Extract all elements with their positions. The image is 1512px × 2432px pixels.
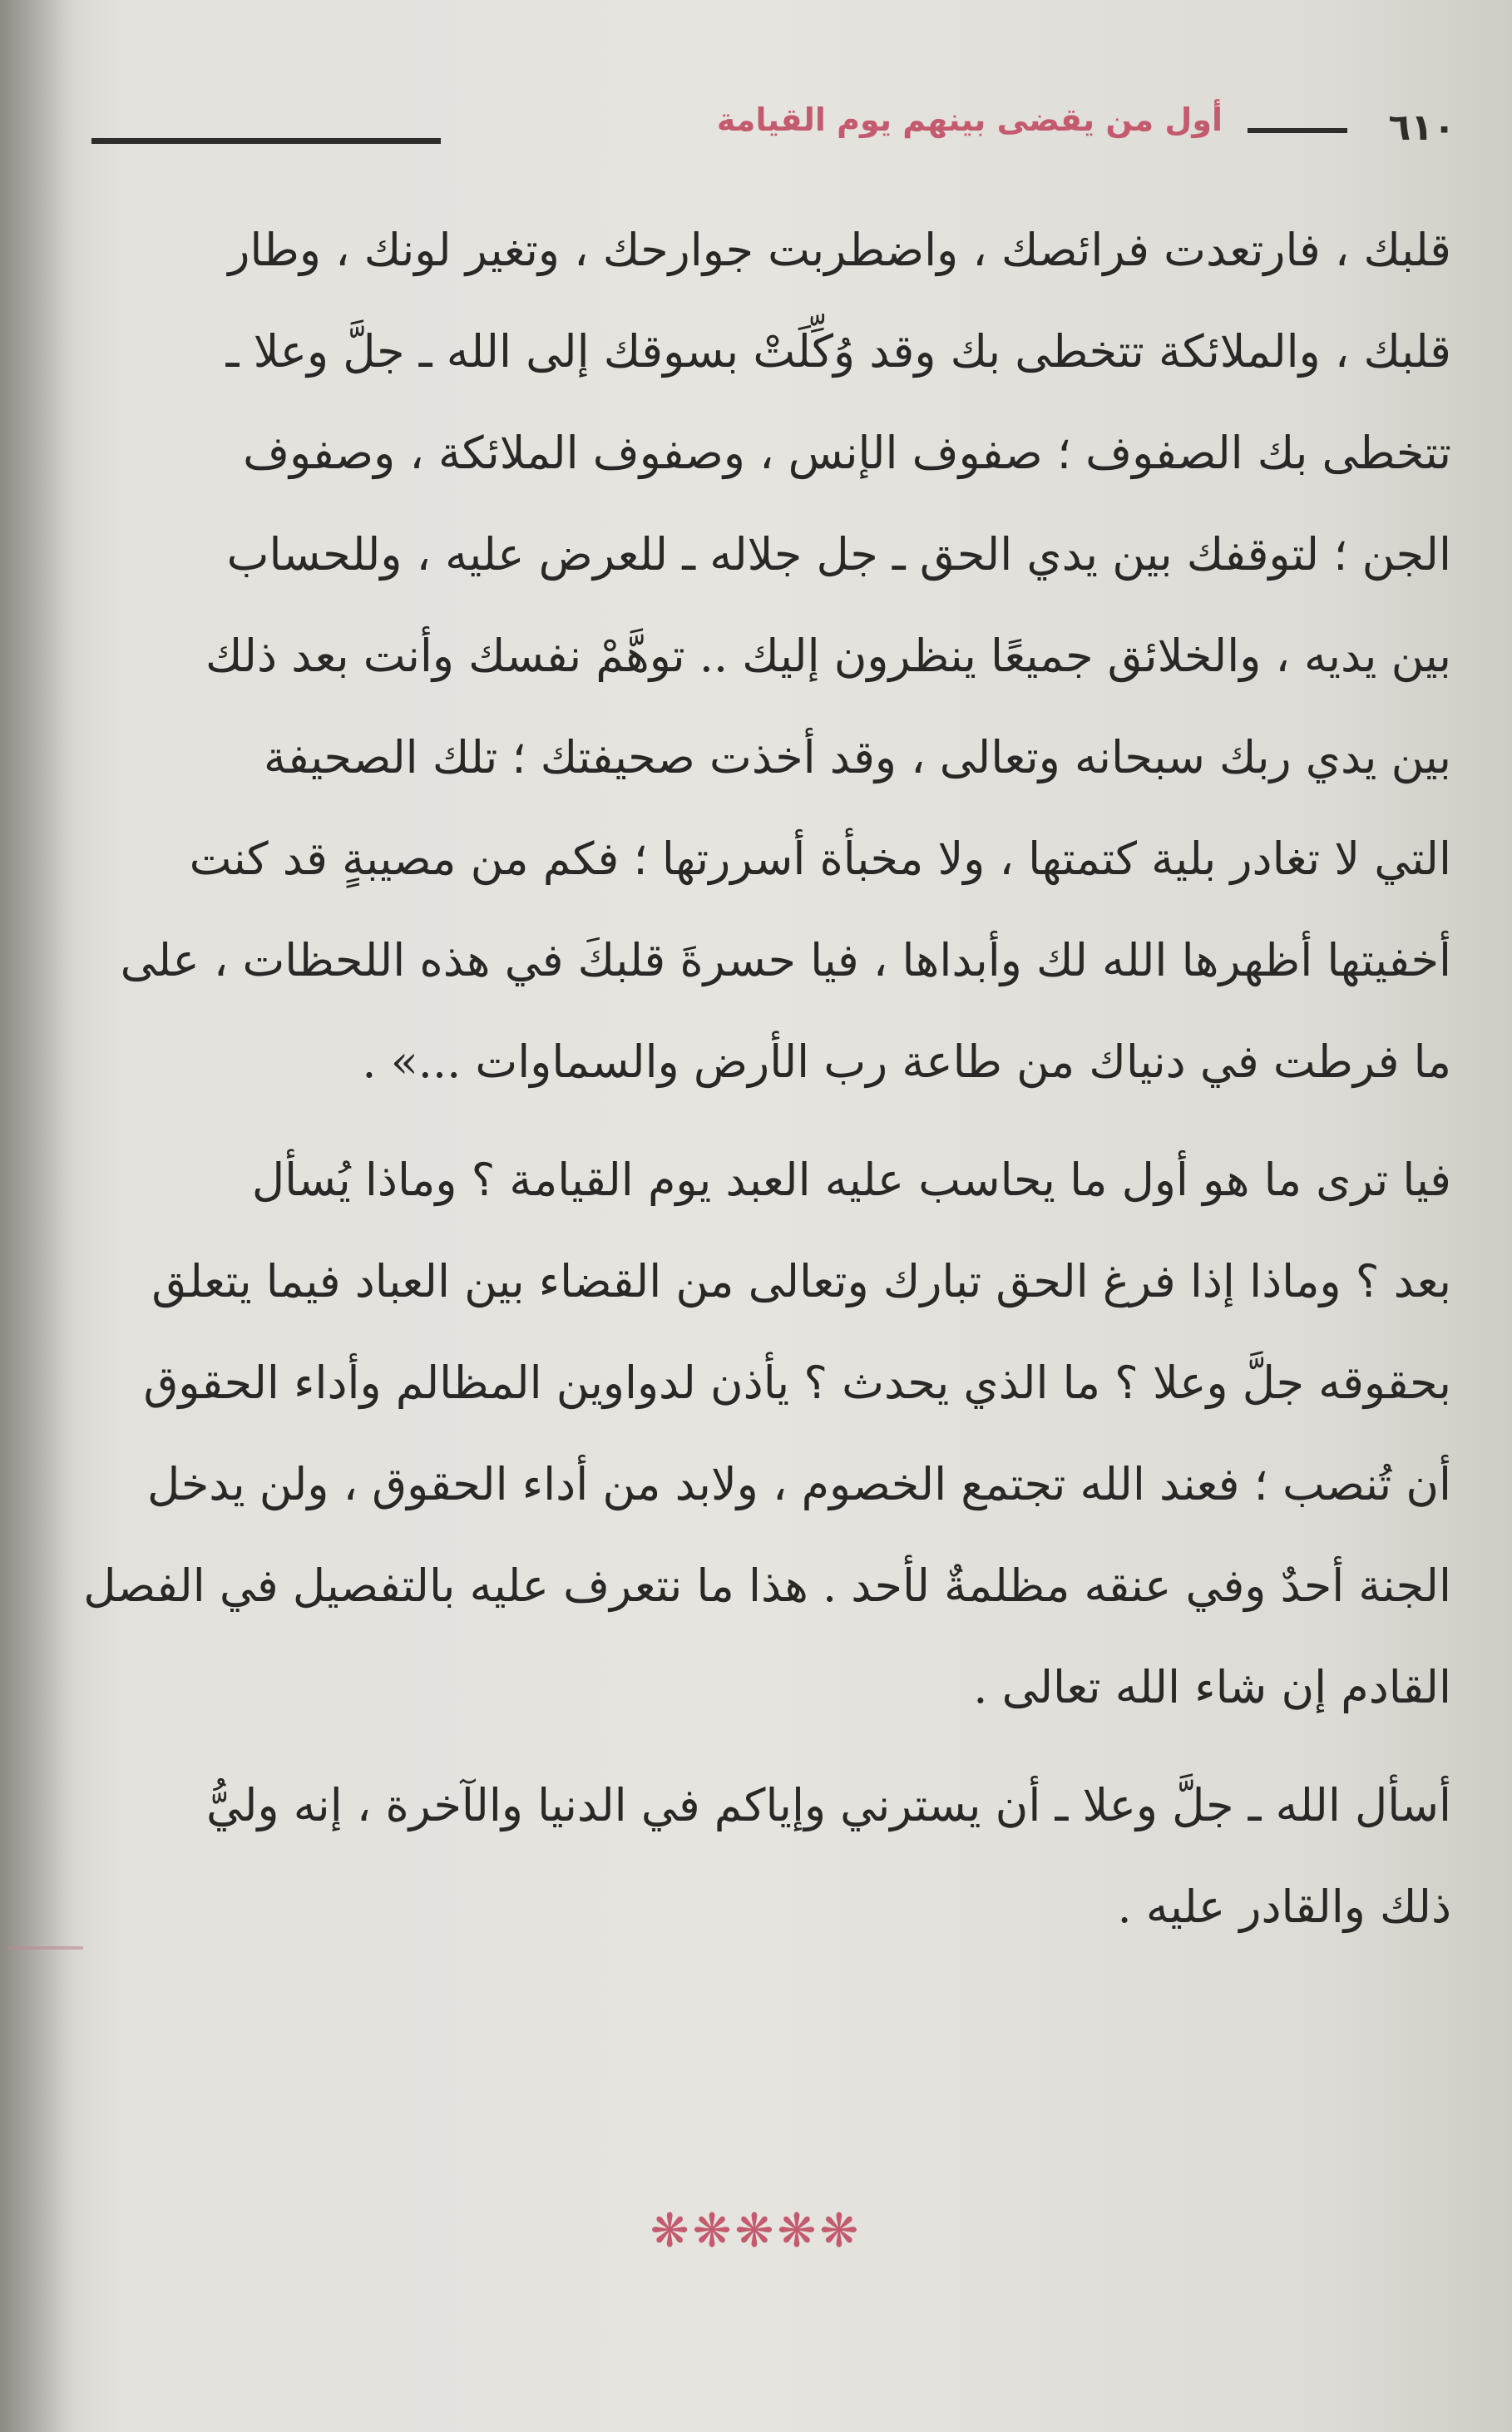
text-line: أن تُنصب ؛ فعند الله تجتمع الخصوم ، ولابد من أداء الحقوق ، ولن يدخل bbox=[146, 1458, 1451, 1510]
paragraph bbox=[79, 1129, 1451, 1738]
text-line: قلبك ، فارتعدت فرائصك ، واضطربت جوارحك ، وتغير لونك ، وطار bbox=[228, 224, 1451, 276]
body-text bbox=[79, 200, 1451, 1958]
header-rule-right bbox=[1248, 128, 1347, 133]
facing-page-bleed bbox=[0, 0, 91, 2432]
page-header bbox=[91, 101, 1455, 165]
page-number: ٦١٠ bbox=[1388, 106, 1455, 149]
text-line: بين يديه ، والخلائق جميعًا ينظرون إليك .. توهَّمْ نفسك وأنت بعد ذلك bbox=[205, 630, 1451, 682]
running-title: أول من يقضى بينهم يوم القيامة bbox=[716, 101, 1223, 138]
header-rule-left bbox=[91, 138, 441, 144]
text-line: بعد ؟ وماذا إذا فرغ الحق تبارك وتعالى من القضاء بين العباد فيما يتعلق bbox=[151, 1255, 1451, 1307]
text-line: بين يدي ربك سبحانه وتعالى ، وقد أخذت صحيفتك ؛ تلك الصحيفة bbox=[263, 731, 1451, 783]
text-line: التي لا تغادر بلية كتمتها ، ولا مخبأة أسررتها ؛ فكم من مصيبةٍ قد كنت bbox=[189, 833, 1451, 885]
section-end-ornament: ❋❋❋❋❋ bbox=[650, 2204, 862, 2258]
paragraph bbox=[79, 1755, 1451, 1958]
text-line: القادم إن شاء الله تعالى . bbox=[973, 1661, 1451, 1713]
text-line: ما فرطت في دنياك من طاعة رب الأرض والسماوات ...» . bbox=[362, 1036, 1451, 1088]
text-line: تتخطى بك الصفوف ؛ صفوف الإنس ، وصفوف الملائكة ، وصفوف bbox=[243, 427, 1451, 479]
text-line: قلبك ، والملائكة تتخطى بك وقد وُكِّلَتْ بسوقك إلى الله ـ جلَّ وعلا ـ bbox=[225, 325, 1451, 378]
bleed-red-mark bbox=[8, 1946, 83, 1950]
text-line: الجن ؛ لتوقفك بين يدي الحق ـ جل جلاله ـ للعرض عليه ، وللحساب bbox=[226, 528, 1451, 581]
text-line: أسأل الله ـ جلَّ وعلا ـ أن يسترني وإياكم في الدنيا والآخرة ، إنه وليُّ bbox=[206, 1779, 1451, 1831]
text-line: فيا ترى ما هو أول ما يحاسب عليه العبد يوم القيامة ؟ وماذا يُسأل bbox=[251, 1154, 1451, 1206]
text-line: أخفيتها أظهرها الله لك وأبداها ، فيا حسرةَ قلبكَ في هذه اللحظات ، على bbox=[120, 934, 1451, 986]
paragraph bbox=[79, 200, 1451, 1113]
text-line: الجنة أحدٌ وفي عنقه مظلمةٌ لأحد . هذا ما نتعرف عليه بالتفصيل في الفصل bbox=[83, 1560, 1451, 1612]
text-line: بحقوقه جلَّ وعلا ؟ ما الذي يحدث ؟ يأذن لدواوين المظالم وأداء الحقوق bbox=[143, 1357, 1451, 1409]
text-line: ذلك والقادر عليه . bbox=[1117, 1881, 1451, 1933]
